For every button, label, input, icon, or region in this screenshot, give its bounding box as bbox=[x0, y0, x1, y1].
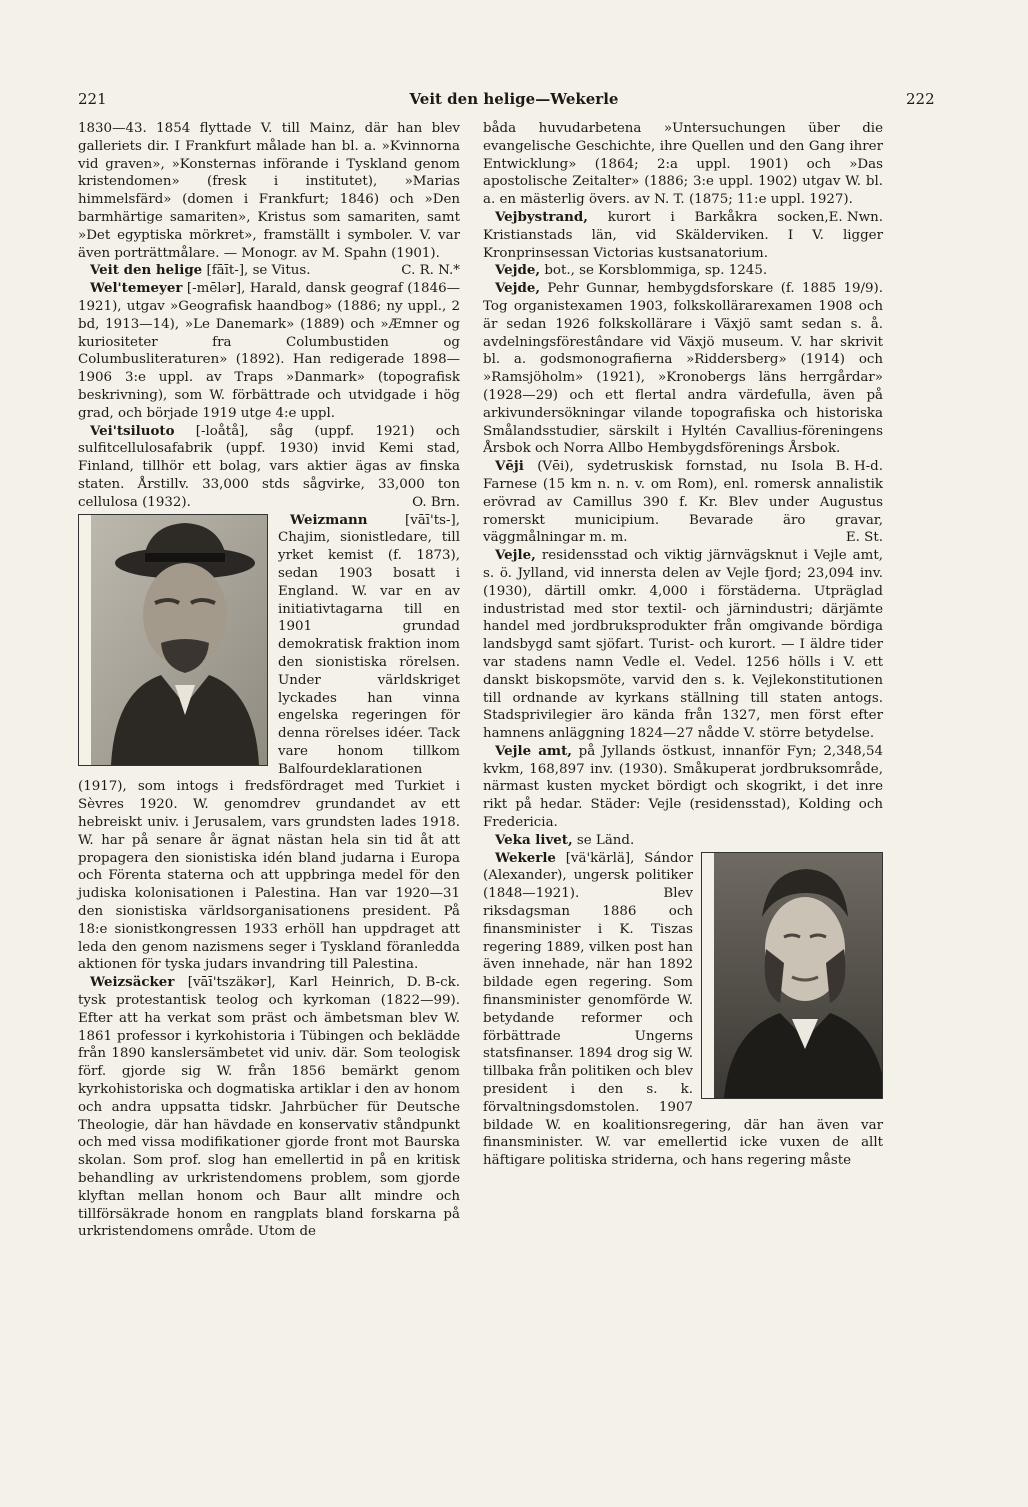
entry-text: [vä'kärlä], Sándor (Alexander), ungersk politiker (1848—1921). Blev riksdagsman 1886 och finansminister i K. Tiszas regering 1889, vilken post han även innehade, när han 1892 bildade egen regering. Som finansminister genomförde W. betydande reformer och förbättrade Ungerns statsfinanser. 1894 drog sig W. tillbaka från politiken och blev president i den s. k. förvaltningsdomstolen. 1907 bildade W. en koalitionsregering, där han även var finansminister. W. var emellertid icke vuxen de allt häftigare politiska striderna, och hans regering måste bbox=[483, 850, 883, 1169]
entry-headword: Veit den helige bbox=[90, 262, 203, 279]
entry-headword: Vejde, bbox=[495, 262, 541, 279]
entry-weltemeyer bbox=[78, 280, 460, 422]
entry-weizsacker bbox=[78, 974, 460, 1241]
entry-veji bbox=[483, 458, 883, 547]
entry-text: se Länd. bbox=[572, 832, 635, 848]
entry-text: [fāīt-], se Vitus. bbox=[202, 263, 311, 279]
left-page-number: 221 bbox=[78, 90, 107, 108]
entry-text: (Vēi), sydetruskisk fornstad, nu Isola Farnese (15 km n. n. v. om Rom), enl. romersk annalistik erövrad av Camillus 390 f. Kr. Blev under Augustus romerskt municipium. Bevarade äro gravar, väggmålningar m. m. bbox=[483, 459, 883, 546]
running-title: Veit den helige—Wekerle bbox=[409, 90, 619, 108]
entry-veitsiluoto bbox=[78, 423, 460, 512]
entry-text: [vāī'tszäkər], Karl Heinrich, tysk protestantisk teolog och kyrkoman (1822—99). Efter att ha verkat som präst och ämbetsman blev W. 1861 professor i kyrkohistoria i Tübingen och beklädde från 1890 kanslersämbetet vid univ. där. Som teologisk förf. gjorde sig W. från 1856 bemärkt genom kyrkohistoriska och dogmatiska artiklar i den av honom och andra uppsatta tidskr. Jahrbücher für Deutsche Theologie, där han hävdade en konservativ ståndpunkt och med vissa modifikationer gjorde front mot Baurska skolan. Som prof. slog han emellertid in på en kritisk behandling av urkristendomens problem, som gjorde klyftan mellan honom och Baur allt mindre och tillförsäkrade honom en rangplats bland forskarna på urkristendomens område. Utom de bbox=[78, 975, 460, 1240]
entry-headword: Weizmann bbox=[290, 511, 368, 528]
portrait-wekerle bbox=[701, 852, 883, 1099]
entry-headword: Wel'temeyer bbox=[90, 280, 183, 297]
author-signature: B. H-d. bbox=[835, 459, 883, 475]
entry-text: 1830—43. 1854 flyttade V. till Mainz, där han blev galleriets dir. I Frankfurt målade han bl. a. »Kvinnorna vid graven», »Konsternas införande i Tyskland genom kristendomen» (fresk i institutet), »Marias himmelsfärd» (domen i Frankfurt; 1846) och »Den barmhärtige samariten», Kristus som samariten, samt »Det egyptiska mörkret», framställt i symboler. V. var även porträttmålare. — Monogr. av M. Spahn (1901). bbox=[78, 121, 460, 261]
entry-headword: Vei'tsiluoto bbox=[90, 422, 175, 439]
author-signature: C. R. N.* bbox=[401, 263, 460, 279]
entry-text: bot., se Korsblommiga, sp. 1245. bbox=[540, 263, 768, 279]
entry-headword: Weizsäcker bbox=[90, 974, 175, 991]
entry-text: på Jyllands östkust, innanför Fyn; 2,348,54 kvkm, 168,897 inv. (1930). Småkuperat jordbruksområde, närmast kusten mycket bördigt och skogrikt, i det inre rikt på hedar. Städer: Vejle (residensstad), Kolding och Fredericia. bbox=[483, 743, 883, 831]
author-signature: D. B-ck. bbox=[406, 975, 460, 991]
entry-headword: Vejle amt, bbox=[495, 742, 572, 759]
entry-headword: Wekerle bbox=[495, 849, 556, 866]
portrait-weizmann-image bbox=[91, 515, 268, 765]
right-column bbox=[483, 120, 883, 1170]
entry-text: [vāī'ts-], Chajim, sionistledare, till yrket kemist (f. 1873), sedan 1903 bosatt i England. W. var en av initiativtagarna till en 1901 grundad demokratisk fraktion inom den sionistiska rörelsen. Under världskriget lyckades han vinna engelska regeringen för denna rörelses idéer. Tack vare honom tillkom Balfourdeklarationen (1917), som intogs i fredsfördraget med Turkiet i Sèvres 1920. W. genomdrev grundandet av ett hebreiskt univ. i Jerusalem, vars grundsten lades 1918. W. har på senare år ägnat nästan hela sin tid åt att propagera den sionistiska idén bland judarna i Europa och Förenta staterna och att uppbringa medel för den judiska kolonisationen i Palestina. Han var 1920—31 den sionistiska världsorganisationens president. På 18:e sionistkongressen 1933 erhöll han uppdraget att leda den genom nazismens seger i Tyskland föranledda aktionen för tyska judars invandring till Palestina. bbox=[78, 512, 460, 973]
page-header bbox=[0, 90, 1028, 114]
entry-vejle bbox=[483, 547, 883, 743]
right-page-number: 222 bbox=[906, 90, 935, 108]
author-signature: O. Brn. bbox=[412, 494, 460, 510]
entry-headword: Vejbystrand, bbox=[495, 208, 588, 225]
entry-headword: Veka livet, bbox=[495, 831, 573, 848]
entry-vejbystrand bbox=[483, 209, 883, 262]
portrait-wekerle-image bbox=[714, 853, 883, 1098]
left-column bbox=[78, 120, 460, 1241]
entry-headword: Vēji bbox=[495, 458, 524, 475]
entry-text: kurort i Barkåkra socken, Kristianstads län, vid Skälderviken. I V. ligger Kronprinsessan Victorias kustsanatorium. bbox=[483, 209, 883, 261]
portrait-weizmann bbox=[78, 514, 268, 766]
entry-veka-livet bbox=[483, 832, 883, 850]
entry-text: båda huvudarbetena »Untersuchungen über die evangelische Geschichte, ihre Quellen und den Gang ihrer Entwicklung» (1864; 2:a uppl. 1901) och »Das apostolische Zeitalter» (1886; 3:e uppl. 1902) utgav W. bl. a. en mästerlig övers. av N. T. (1875; 11:e uppl. 1927). bbox=[483, 121, 883, 208]
entry-headword: Vejle, bbox=[495, 547, 536, 564]
entry-text: [-loåtå], såg (uppf. 1921) och sulfitcellulosafabrik (uppf. 1930) invid Kemi stad, Finland, tillhör ett bolag, vars aktier ägas av finska staten. Årstillv. 33,000 stds sågvirke, 33,000 ton cellulosa (1932). bbox=[78, 423, 460, 510]
entry-vejde-bot bbox=[483, 262, 883, 280]
entry-wekerle bbox=[483, 850, 883, 1170]
entry-headword: Vejde, bbox=[495, 280, 541, 297]
entry-text: Pehr Gunnar, hembygdsforskare (f. 1885 19/9). Tog organistexamen 1903, folkskollärarexamen 1908 och är sedan 1926 folkskollärare i Växjö samt sedan s. å. avdelningsförestândare vid Växjö museum. V. har skrivit bl. a. godsmonografierna »Riddersberg» (1914) och »Ramsjöholm» (1921), »Kronobergs läns herrgårdar» (1928—29) och ett flertal andra värdefulla, även på arkivundersökningar vilande topografiska och historiska Smålandsstudier, särskilt i Hyltén Cavallius-föreningens Årsbok och Norra Allbo Hembygdsförenings Årsbok. bbox=[483, 281, 883, 457]
entry-text: [-mēlər], Harald, dansk geograf (1846—1921), utgav »Geografisk haandbog» (1886; ny uppl., 2 bd, 1913—14), »Le Danemark» (1889) och »Æmner og kuriositeter fra Columbustiden og Columbusliteraturen» (1892). Han redigerade 1898—1906 3:e uppl. av Traps »Danmark» (topografisk beskrivning), som W. förbättrade och utvidgade i hög grad, och började 1919 utge 4:e uppl. bbox=[78, 281, 460, 421]
author-signature: E. St. bbox=[845, 530, 883, 546]
entry-vejle-amt bbox=[483, 743, 883, 832]
entry-text: residensstad och viktig järnvägsknut i Vejle amt, s. ö. Jylland, vid innersta delen av Vejle fjord; 23,094 inv. (1930), därtill omkr. 4,000 i förstäderna. Utpräglad industristad med stor textil- och järnindustri; därjämte handel med jordbruksprodukter från omgivande bördiga landsbygd samt sjöfart. Turist- och kurort. — I äldre tider var stadens namn Vedle el. Vedel. 1256 hölls i V. ett danskt biskopsmöte, varvid den s. k. Vejlekonstitutionen till ordnande av kyrkans ställning till staten antogs. Stadsprivilegier äro kända från 1327, men först efter hamnens anläggning 1824—27 nådde V. större betydelse. bbox=[483, 548, 883, 742]
author-signature: E. Nwn. bbox=[828, 209, 883, 225]
